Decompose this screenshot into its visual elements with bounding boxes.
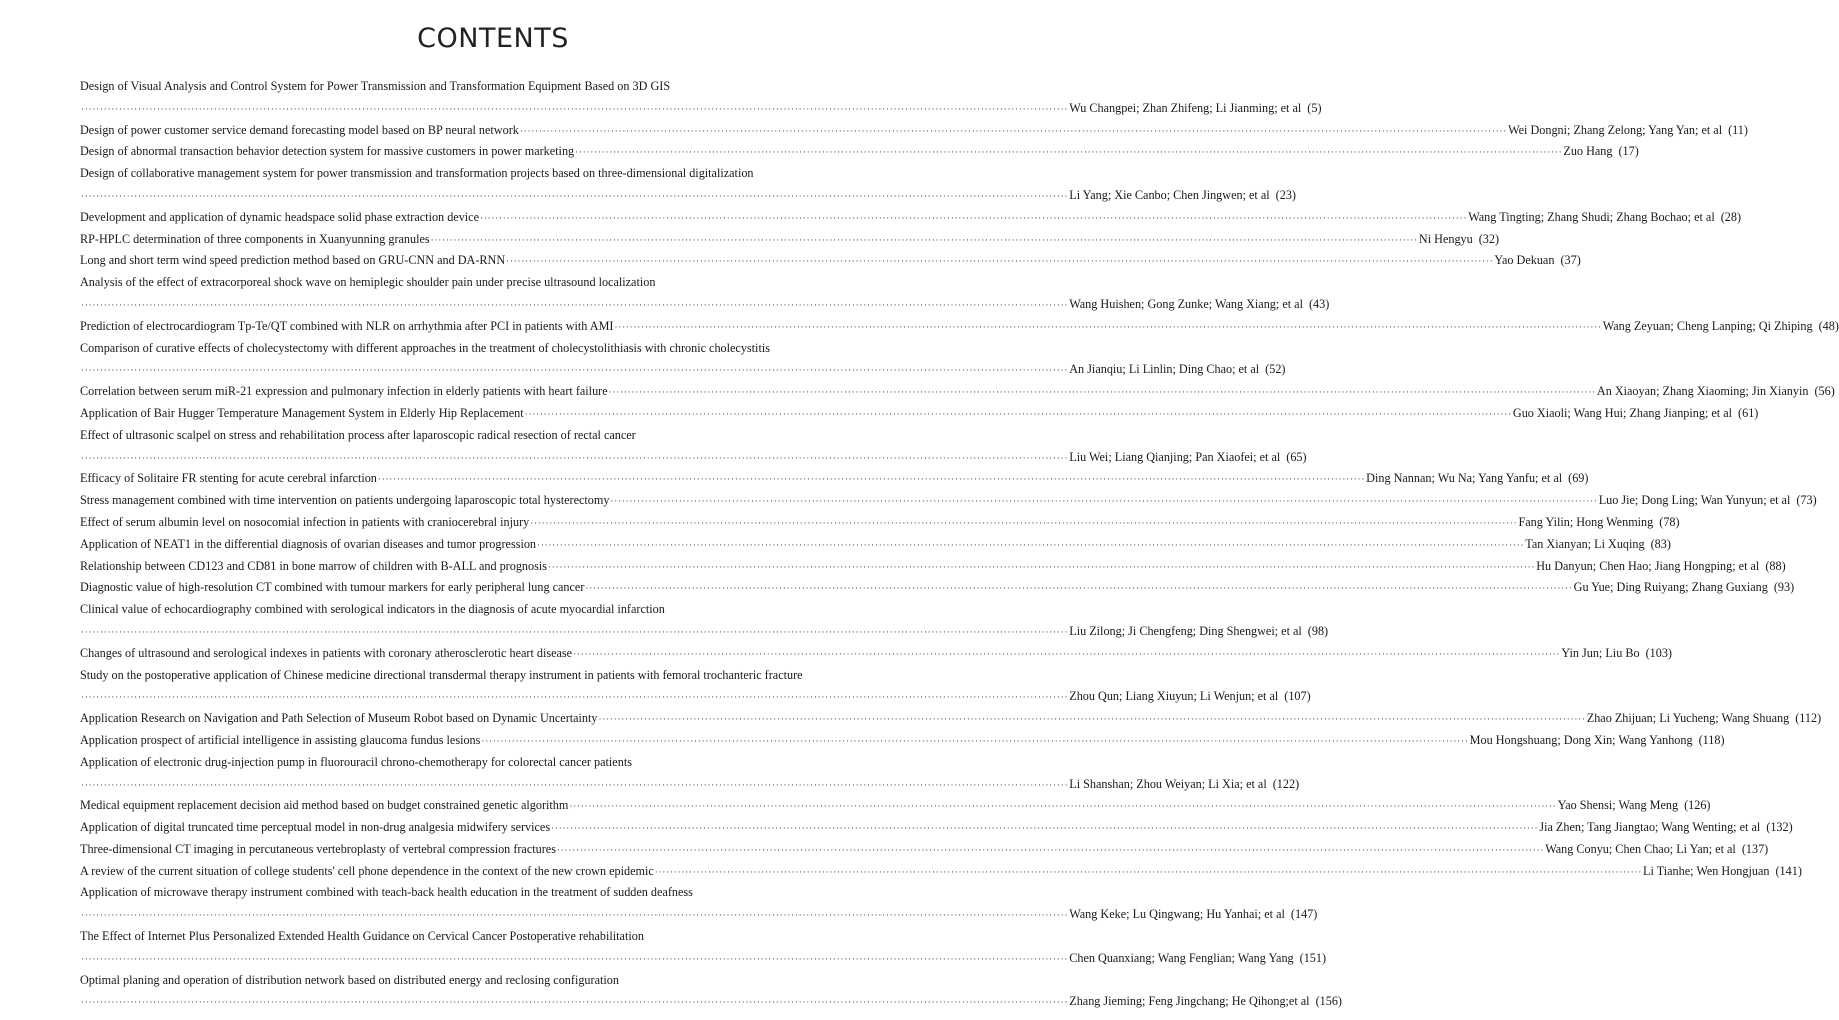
entry-authors: Guo Xiaoli; Wang Hui; Zhang Jianping; et al xyxy=(1512,405,1733,420)
dot-leader: ···································································································································································································································································· xyxy=(654,866,1643,877)
toc-entry xyxy=(80,708,1818,730)
entry-page-number: ( 126 ) xyxy=(1684,795,1710,817)
toc-entry xyxy=(80,120,1744,142)
entry-title: Analysis of the effect of extracorporeal shock wave on hemiplegic shoulder pain under precise ultrasound localization xyxy=(80,275,656,290)
entry-title: Application of Bair Hugger Temperature Management System in Elderly Hip Replacement xyxy=(80,405,524,420)
toc-entry-author-line xyxy=(80,359,1282,381)
entry-authors: Wang Zeyuan; Cheng Lanping; Qi Zhiping xyxy=(1602,318,1813,333)
dot-leader: ···································································································································································································································································· xyxy=(81,997,1069,1008)
entry-authors: Li Tianhe; Wen Hongjuan xyxy=(1643,863,1770,878)
entry-title: Application Research on Navigation and Path Selection of Museum Robot based on Dynamic Uncertainty xyxy=(80,711,598,726)
toc-entry-author-line xyxy=(80,904,1314,926)
entry-page-number: ( 11 ) xyxy=(1728,120,1748,142)
toc-entry xyxy=(80,795,1707,817)
entry-title: Application of electronic drug-injection pump in fluorouracil chrono-chemotherapy for colorectal cancer patients xyxy=(80,754,632,769)
entry-title: Application of microwave therapy instrument combined with teach-back health education in the treatment of sudden deafness xyxy=(80,885,693,900)
entry-title: Correlation between serum miR-21 expression and pulmonary infection in elderly patients with heart failure xyxy=(80,384,608,399)
entry-authors: An Jianqiu; Li Linlin; Ding Chao; et al xyxy=(1069,362,1260,377)
entry-authors: Yao Shensi; Wang Meng xyxy=(1557,798,1679,813)
entry-page-number: ( 93 ) xyxy=(1774,577,1794,599)
dot-leader: ···································································································································································································································································· xyxy=(537,539,1525,550)
dot-leader: ···································································································································································································································································· xyxy=(81,299,1069,310)
dot-leader: ···································································································································································································································································· xyxy=(530,517,1518,528)
entry-page-number: ( 141 ) xyxy=(1775,861,1801,883)
entry-page-number: ( 17 ) xyxy=(1618,141,1638,163)
entry-authors: Luo Jie; Dong Ling; Wan Yunyun; et al xyxy=(1598,493,1791,508)
toc-entry xyxy=(80,468,1585,490)
dot-leader: ···································································································································································································································································· xyxy=(585,583,1573,594)
entry-authors: Wei Dongni; Zhang Zelong; Yang Yan; et al xyxy=(1508,122,1723,137)
entry-page-number: ( 137 ) xyxy=(1742,839,1768,861)
dot-leader: ···································································································································································································································································· xyxy=(81,910,1069,921)
dot-leader: ···································································································································································································································································· xyxy=(575,147,1563,158)
toc-entry-author-line xyxy=(80,621,1325,643)
entry-title: Design of power customer service demand forecasting model based on BP neural network xyxy=(80,122,519,137)
entry-page-number: ( 78 ) xyxy=(1659,512,1679,534)
entry-authors: An Xiaoyan; Zhang Xiaoming; Jin Xianyin xyxy=(1596,384,1809,399)
toc-entry-title-line xyxy=(80,425,897,447)
entry-page-number: ( 61 ) xyxy=(1738,403,1758,425)
entry-authors: Jia Zhen; Tang Jiangtao; Wang Wenting; et al xyxy=(1539,820,1761,835)
entry-page-number: ( 37 ) xyxy=(1560,250,1580,272)
entry-page-number: ( 23 ) xyxy=(1276,185,1296,207)
entry-title: Three-dimensional CT imaging in percutaneous vertebroplasty of vertebral compression fractures xyxy=(80,841,556,856)
toc-entry xyxy=(80,730,1721,752)
dot-leader: ···································································································································································································································································· xyxy=(481,735,1469,746)
dot-leader: ···································································································································································································································································· xyxy=(81,103,1069,114)
entry-title: Long and short term wind speed prediction method based on GRU-CNN and DA-RNN xyxy=(80,253,506,268)
entry-authors: Yao Dekuan xyxy=(1494,253,1555,268)
entry-title: Medical equipment replacement decision aid method based on budget constrained genetic algorithm xyxy=(80,798,569,813)
dot-leader: ···································································································································································································································································· xyxy=(573,648,1561,659)
dot-leader: ···································································································································································································································································· xyxy=(519,125,1508,136)
entry-title: The Effect of Internet Plus Personalized Extended Health Guidance on Cervical Cancer Postoperative rehabilitation xyxy=(80,929,644,944)
toc-entry xyxy=(80,141,1635,163)
toc-entry-author-line xyxy=(80,185,1292,207)
entry-authors: Tan Xianyan; Li Xuqing xyxy=(1525,536,1645,551)
dot-leader: ···································································································································································································································································· xyxy=(81,779,1069,790)
dot-leader: ···································································································································································································································································· xyxy=(430,234,1418,245)
dot-leader: ···································································································································································································································································· xyxy=(81,452,1069,463)
toc-entry-title-line xyxy=(80,970,897,992)
entry-page-number: ( 52 ) xyxy=(1265,359,1285,381)
entry-title: Development and application of dynamic headspace solid phase extraction device xyxy=(80,209,479,224)
entry-title: Effect of serum albumin level on nosocomial infection in patients with craniocerebral injury xyxy=(80,514,530,529)
entry-authors: Zhao Zhijuan; Li Yucheng; Wang Shuang xyxy=(1586,711,1790,726)
entry-title: Effect of ultrasonic scalpel on stress and rehabilitation process after laparoscopic radical resection of rectal cancer xyxy=(80,427,636,442)
entry-title: Study on the postoperative application of Chinese medicine directional transdermal therapy instrument in patients with femoral trochanteric fracture xyxy=(80,667,803,682)
toc-entry xyxy=(80,577,1791,599)
entry-title: Clinical value of echocardiography combined with serological indicators in the diagnosis of acute myocardial infarction xyxy=(80,602,665,617)
entry-authors: Zhang Jieming; Feng Jingchang; He Qihong;et al xyxy=(1069,994,1310,1009)
entry-title: Diagnostic value of high-resolution CT combined with tumour markers for early peripheral lung cancer xyxy=(80,580,585,595)
dot-leader: ···································································································································································································································································· xyxy=(569,801,1557,812)
entry-page-number: ( 88 ) xyxy=(1765,556,1785,578)
toc-entry-title-line xyxy=(80,163,897,185)
entry-page-number: ( 43 ) xyxy=(1309,294,1329,316)
toc-entry xyxy=(80,643,1668,665)
entry-title: Design of Visual Analysis and Control System for Power Transmission and Transformation Equipment Based on 3D GIS xyxy=(80,79,671,93)
entry-authors: Ni Hengyu xyxy=(1418,231,1473,246)
entry-page-number: ( 112 ) xyxy=(1795,708,1821,730)
entry-page-number: ( 147 ) xyxy=(1291,904,1317,926)
toc-entry xyxy=(80,839,1765,861)
toc-entry xyxy=(80,316,1835,338)
entry-authors: Liu Wei; Liang Qianjing; Pan Xiaofei; et al xyxy=(1069,449,1281,464)
entry-page-number: ( 132 ) xyxy=(1766,817,1792,839)
dot-leader: ···································································································································································································································································· xyxy=(506,256,1494,267)
toc-entry-title-line xyxy=(80,926,897,948)
entry-page-number: ( 5 ) xyxy=(1307,98,1321,120)
entry-page-number: ( 118 ) xyxy=(1699,730,1725,752)
entry-authors: Liu Zilong; Ji Chengfeng; Ding Shengwei; et al xyxy=(1069,623,1302,638)
entry-page-number: ( 48 ) xyxy=(1819,316,1839,338)
entry-title: Design of collaborative management system for power transmission and transformation projects based on three-dimensional digitalization xyxy=(80,166,754,181)
dot-leader: ···································································································································································································································································· xyxy=(614,321,1602,332)
toc-entry xyxy=(80,229,1495,251)
table-of-contents xyxy=(80,76,1835,1013)
entry-page-number: ( 151 ) xyxy=(1300,948,1326,970)
toc-entry xyxy=(80,861,1798,883)
entry-title: Design of abnormal transaction behavior detection system for massive customers in power marketing xyxy=(80,144,575,159)
entry-page-number: ( 56 ) xyxy=(1814,381,1834,403)
dot-leader: ···································································································································································································································································· xyxy=(610,496,1598,507)
toc-entry-title-line xyxy=(80,882,897,904)
entry-title: Changes of ultrasound and serological indexes in patients with coronary atherosclerotic heart disease xyxy=(80,645,573,660)
dot-leader: ···································································································································································································································································· xyxy=(81,692,1069,703)
entry-authors: Ding Nannan; Wu Na; Yang Yanfu; et al xyxy=(1366,471,1563,486)
dot-leader: ···································································································································································································································································· xyxy=(81,626,1069,637)
dot-leader: ···································································································································································································································································· xyxy=(524,408,1512,419)
entry-authors: Gu Yue; Ding Ruiyang; Zhang Guxiang xyxy=(1573,580,1768,595)
entry-title: Application prospect of artificial intelligence in assisting glaucoma fundus lesions xyxy=(80,732,481,747)
toc-entry-title-line xyxy=(80,76,897,98)
page-title: CONTENTS xyxy=(417,23,569,54)
dot-leader: ···································································································································································································································································· xyxy=(480,212,1468,223)
toc-entry xyxy=(80,381,1831,403)
entry-authors: Li Shanshan; Zhou Weiyan; Li Xia; et al xyxy=(1069,776,1267,791)
entry-page-number: ( 73 ) xyxy=(1796,490,1816,512)
entry-title: Prediction of electrocardiogram Tp-Te/QT combined with NLR on arrhythmia after PCI in patients with AMI xyxy=(80,318,614,333)
entry-authors: Wang Tingting; Zhang Shudi; Zhang Bochao; et al xyxy=(1468,209,1715,224)
entry-page-number: ( 156 ) xyxy=(1316,991,1342,1013)
toc-entry xyxy=(80,207,1737,229)
entry-page-number: ( 83 ) xyxy=(1651,534,1671,556)
toc-entry-author-line xyxy=(80,991,1338,1013)
toc-entry-author-line xyxy=(80,686,1307,708)
entry-authors: Chen Quanxiang; Wang Fenglian; Wang Yang xyxy=(1069,950,1294,965)
entry-authors: Wang Conyu; Chen Chao; Li Yan; et al xyxy=(1545,841,1736,856)
entry-page-number: ( 69 ) xyxy=(1568,468,1588,490)
toc-entry-title-line xyxy=(80,752,897,774)
toc-entry xyxy=(80,403,1755,425)
entry-authors: Zuo Hang xyxy=(1563,144,1613,159)
toc-entry-author-line xyxy=(80,774,1296,796)
dot-leader: ···································································································································································································································································· xyxy=(81,190,1069,201)
entry-authors: Wu Changpei; Zhan Zhifeng; Li Jianming; et al xyxy=(1069,100,1302,115)
toc-entry-author-line xyxy=(80,948,1322,970)
entry-title: Stress management combined with time intervention on patients undergoing laparoscopic total hysterectomy xyxy=(80,493,610,508)
toc-entry-title-line xyxy=(80,599,897,621)
entry-page-number: ( 28 ) xyxy=(1721,207,1741,229)
dot-leader: ···································································································································································································································································· xyxy=(548,561,1536,572)
entry-title: Application of NEAT1 in the differential diagnosis of ovarian diseases and tumor progression xyxy=(80,536,537,551)
entry-title: Comparison of curative effects of cholecystectomy with different approaches in the treatment of cholecystolithiasis with chronic cholecystitis xyxy=(80,340,770,355)
toc-entry-author-line xyxy=(80,98,1318,120)
entry-page-number: ( 65 ) xyxy=(1286,447,1306,469)
dot-leader: ···································································································································································································································································· xyxy=(81,365,1069,376)
entry-authors: Li Yang; Xie Canbo; Chen Jingwen; et al xyxy=(1069,187,1270,202)
toc-entry xyxy=(80,534,1667,556)
entry-title: Relationship between CD123 and CD81 in bone marrow of children with B-ALL and prognosis xyxy=(80,558,547,573)
entry-authors: Hu Danyun; Chen Hao; Jiang Hongping; et al xyxy=(1536,558,1760,573)
entry-title: RP-HPLC determination of three components in Xuanyunning granules xyxy=(80,231,430,246)
dot-leader: ···································································································································································································································································· xyxy=(598,714,1586,725)
entry-authors: Mou Hongshuang; Dong Xin; Wang Yanhong xyxy=(1469,732,1693,747)
toc-entry-author-line xyxy=(80,294,1326,316)
dot-leader: ···································································································································································································································································· xyxy=(551,823,1539,834)
dot-leader: ···································································································································································································································································· xyxy=(81,953,1069,964)
entry-page-number: ( 32 ) xyxy=(1479,229,1499,251)
entry-title: Optimal planing and operation of distribution network based on distributed energy and reclosing configuration xyxy=(80,972,619,987)
entry-authors: Fang Yilin; Hong Wenming xyxy=(1518,514,1654,529)
toc-entry xyxy=(80,512,1676,534)
entry-page-number: ( 103 ) xyxy=(1646,643,1672,665)
entry-authors: Wang Keke; Lu Qingwang; Hu Yanhai; et al xyxy=(1069,907,1285,922)
toc-entry xyxy=(80,817,1789,839)
entry-title: Application of digital truncated time perceptual model in non-drug analgesia midwifery services xyxy=(80,820,551,835)
entry-page-number: ( 122 ) xyxy=(1273,774,1299,796)
toc-entry-title-line xyxy=(80,665,897,687)
entry-title: Efficacy of Solitaire FR stenting for acute cerebral infarction xyxy=(80,471,377,486)
entry-authors: Wang Huishen; Gong Zunke; Wang Xiang; et al xyxy=(1069,296,1303,311)
toc-entry-author-line xyxy=(80,447,1303,469)
dot-leader: ···································································································································································································································································· xyxy=(556,844,1545,855)
entry-title: A review of the current situation of college students' cell phone dependence in the context of the new crown epidemic xyxy=(80,863,654,878)
toc-entry-title-line xyxy=(80,338,897,360)
entry-page-number: ( 107 ) xyxy=(1284,686,1310,708)
dot-leader: ···································································································································································································································································· xyxy=(377,474,1366,485)
entry-authors: Yin Jun; Liu Bo xyxy=(1561,645,1640,660)
toc-entry xyxy=(80,556,1782,578)
toc-entry xyxy=(80,490,1813,512)
toc-entry-title-line xyxy=(80,272,897,294)
dot-leader: ···································································································································································································································································· xyxy=(608,387,1596,398)
entry-authors: Zhou Qun; Liang Xiuyun; Li Wenjun; et al xyxy=(1069,689,1279,704)
entry-page-number: ( 98 ) xyxy=(1308,621,1328,643)
toc-entry xyxy=(80,250,1577,272)
